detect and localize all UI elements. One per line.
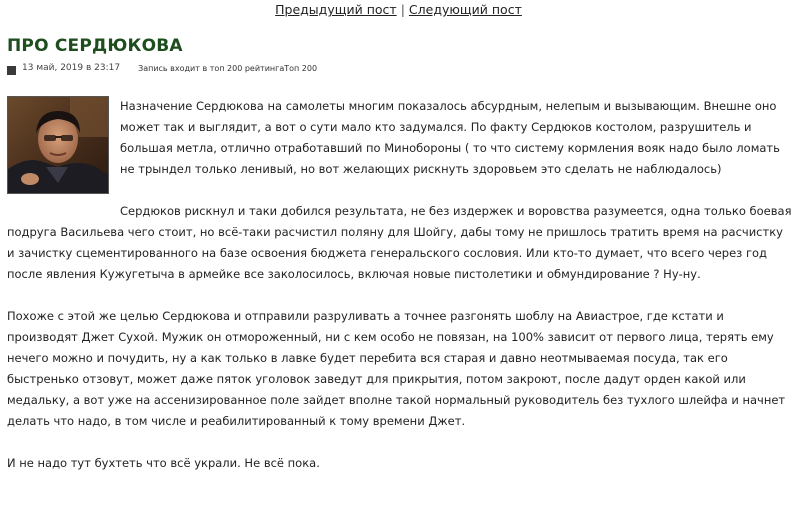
post-body — [7, 96, 792, 474]
paragraph-2: Сердюков рискнул и таки добился результата, не без издержек и воровства разумеется, одна только боевая подруга Васильева чего стоит, но всё-таки расчистил поляну для Шойгу, дабы тому не пришлось тратить время на расчистку и зачистку сцементированного на базе освоения бюджета генеральского сословия. Или кто-то думает, что всего через год после явления Кужугетыча в армейке все заколосилось, включая новые пистолетики и обмундирование ? Ну-ну. — [7, 204, 792, 281]
next-post-link[interactable]: Следующий пост — [408, 2, 522, 17]
square-icon — [7, 66, 16, 75]
post-navigation — [0, 2, 797, 17]
post-date: 13 май, 2019 в 23:17 — [22, 63, 121, 73]
post-title[interactable]: ПРО СЕРДЮКОВА — [7, 36, 183, 56]
top200-link[interactable]: Запись входит в топ 200 рейтингаТоп 200 — [138, 63, 318, 73]
nav-separator: | — [400, 2, 405, 17]
paragraph-1: Назначение Сердюкова на самолеты многим показалось абсурдным, нелепым и вызывающим. Внешне оно может так и выглядит, а вот о сути мало кто задумался. По факту Сердюков костолом, разрушитель и большая метла, отлично отработавший по Минобороны ( то что систему кормления вояк надо было ломать не трындел только ленивый, но вот желающих рискнуть здоровьем это сделать не наблюдалось) — [120, 99, 780, 176]
rating-note — [138, 64, 317, 73]
paragraph-4: И не надо тут бухтеть что всё украли. Не всё пока. — [7, 456, 320, 470]
post-meta — [7, 61, 317, 75]
paragraph-3: Похоже с этой же целью Сердюкова и отправили разруливать а точнее разгонять шоблу на Авиастрое, где кстати и производят Джет Сухой. Мужик он отмороженный, ни с кем особо не повязан, на 100% зависит от первого лица, терять ему нечего можно и почудить, ну а как только в лавке будет перебита вся старая и давно неотмываемая посуда, так его быстренько отзовут, может даже пяток уголовок заведут для прикрытия, потом закроют, после дадут орден какой или медальку, а вот уже на ассенизированное поле зайдет вполне такой нормальный руководитель без тухлого шлейфа и начнет делать что надо, в том числе и реабилитированный к тому времени Джет. — [7, 309, 786, 428]
prev-post-link[interactable]: Предыдущий пост — [275, 2, 397, 17]
